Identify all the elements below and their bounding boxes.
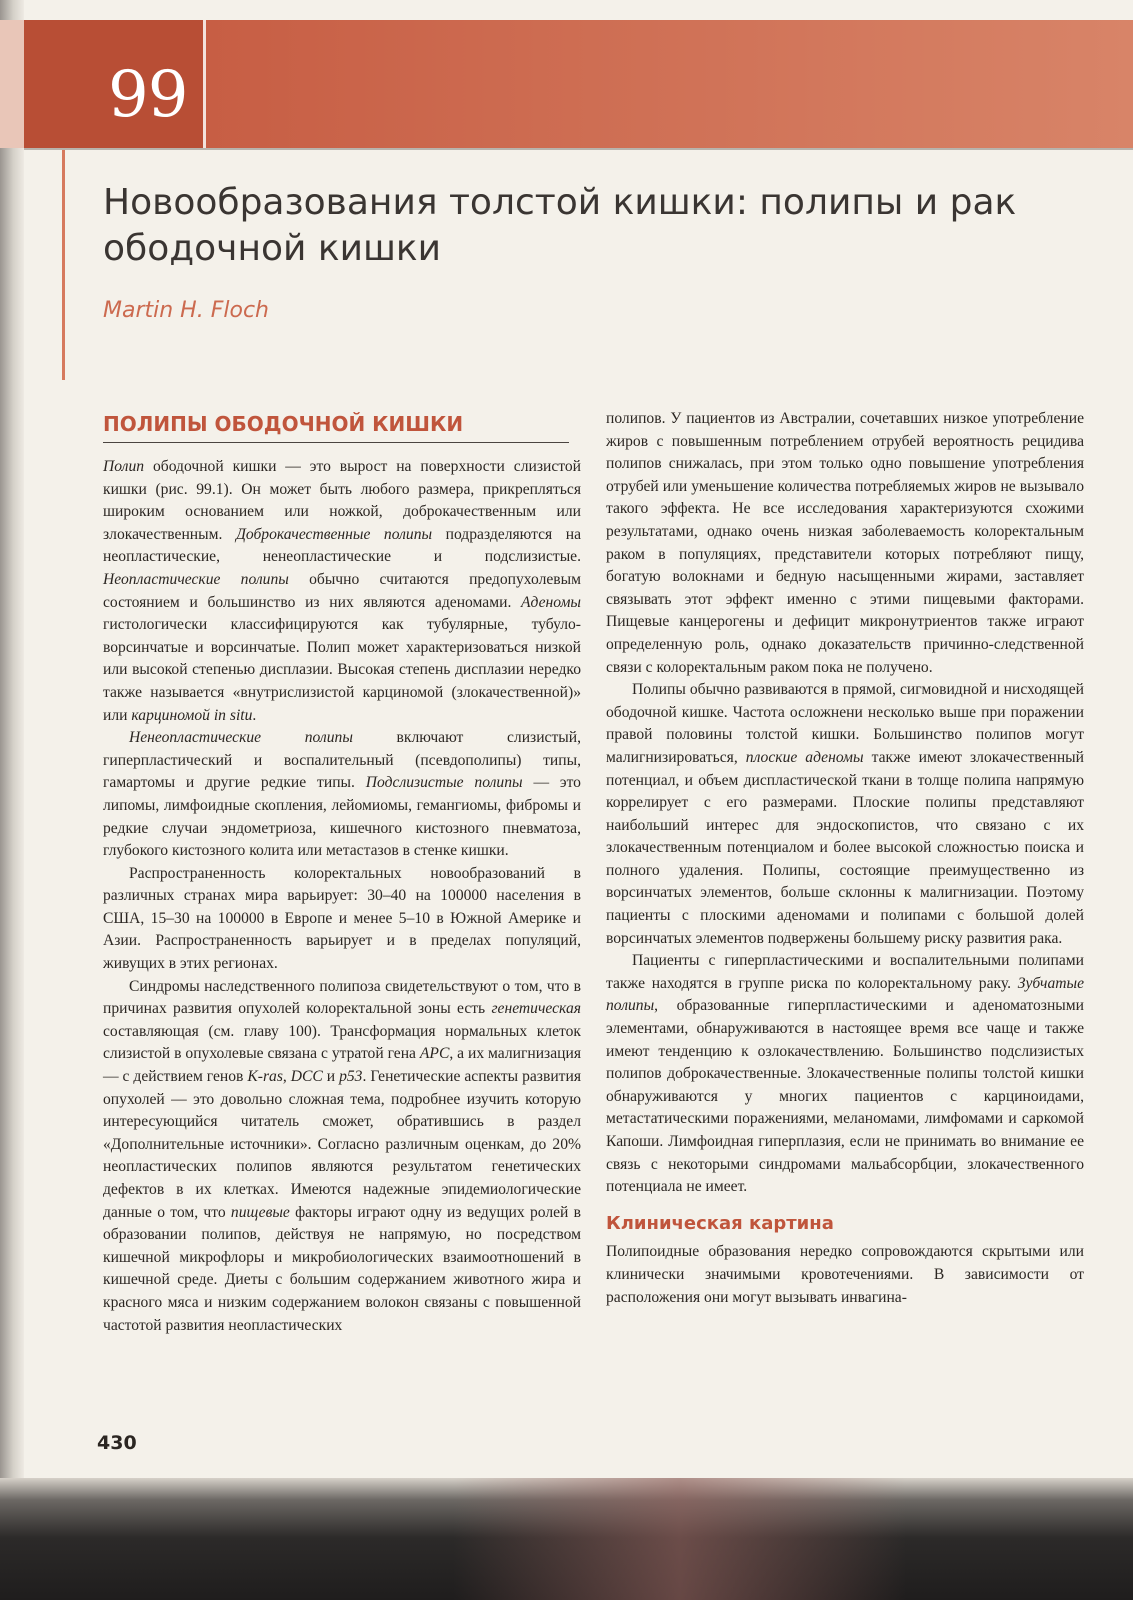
paragraph: полипов. У пациентов из Австралии, сочетавших низкое употребление жиров с повышенным потреблением отрубей вероятность рецидива полипов снижалась, при этом только одно повышение употребления отрубей или уменьшение количества потребляемых жиров не вызывало такого эффекта. Не все исследования характеризуются схожими результатами, однако очень низкая заболеваемость колоректальным раком в популяциях, представители которых потребляют пищу, богатую волокнами и бедную насыщенными жирами, заставляет связывать этот эффект именно с этими пищевыми факторами. Пищевые канцерогены и дефицит микронутриентов также играют определенную роль, однако доказательств причинно-следственной связи с колоректальным раком пока не получено. [606,410,1084,676]
chapter-author: Martin H. Floch [103,298,269,323]
paragraph: Пациенты с гиперпластическими и воспалительными полипами также находятся в группе риска по колоректальному раку. Зубчатые полипы, образованные гиперпластическими и аденоматозными элементами, обнаруживаются в настоящее время все чаще и также имеют тенденцию к озлокачествлению. Большинство подслизистых полипов доброкачественные. Злокачественные полипы толстой кишки обнаруживаются у многих пациентов с карциноидами, метастатическими поражениями, меланомами, лимфомами и саркомой Капоши. Лимфоидная гиперплазия, если не принимать во внимание ее связь с некоторыми синдромами мальабсорбции, злокачественного потенциала не имеет. [606,952,1084,1196]
column-right-paragraphs [606,408,1084,1199]
chapter-number: 99 [108,58,188,132]
chapter-title: Новообразования толстой кишки: полипы и рак ободочной кишки [103,182,1017,269]
page-gutter-shadow [0,0,24,1600]
column-right [606,408,1084,1309]
subheading-clinical: Клиническая картина [606,1212,834,1234]
paragraph-clinical: Полипоидные образования нередко сопровождаются скрытыми или клинически значимыми кровотечениями. В зависимости от расположения они могут вызывать инвагина- [606,1243,1084,1306]
column-left [103,456,581,1337]
paragraph: Ненеопластические полипы включают слизистый, гиперпластический и воспалительный (псевдополипы) типы, гамартомы и другие редкие типы. Подслизистые полипы — это липомы, лимфоидные скопления, лейомиомы, гемангиомы, фибромы и редкие случаи эндометриоза, кишечного кистозного пневматоза, глубокого кистозного колита или метастазов в стенке кишки. [103,729,581,860]
page-number: 430 [97,1432,137,1454]
paragraph: Полип ободочной кишки — это вырост на поверхности слизистой кишки (рис. 99.1). Он может быть любого размера, прикрепляться широким основанием или ножкой, доброкачественным или злокачественным. Доброкачественные полипы подразделяются на неопластические, ненеопластические и подслизистые. Неопластические полипы обычно считаются предопухолевым состоянием и большинство из них являются аденомами. Аденомы гистологически классифицируются как тубулярные, тубуло-ворсинчатые и ворсинчатые. Полип может характеризоваться низкой или высокой степенью дисплазии. Высокая степень дисплазии нередко также называется «внутрислизистой карциномой (злокачественной)» или карциномой in situ. [103,458,581,724]
paragraph: Синдромы наследственного полипоза свидетельствуют о том, что в причинах развития опухолей колоректальной зоны есть генетическая составляющая (см. главу 100). Трансформация нормальных клеток слизистой в опухолевые связана с утратой гена APC, а их малигнизация — с действием генов K-ras, DCC и p53. Генетические аспекты развития опухолей — это довольно сложная тема, подробнее изучить которую интересующийся читатель сможет, обратившись в раздел «Дополнительные источники». Согласно различным оценкам, до 20% неопластических полипов являются результатом генетических дефектов в их клетках. Имеются надежные эпидемиологические данные о том, что пищевые факторы играют одну из ведущих ролей в образовании полипов, действуя не напрямую, но посредством кишечной микрофлоры и микробиологических взаимоотношений в кишечной среде. Диеты с большим содержанием животного жира и красного мяса и низким содержанием волокон связаны с повышенной частотой развития неопластических [103,977,581,1334]
header-band-divider [203,20,206,148]
paragraph: Полипы обычно развиваются в прямой, сигмовидной и нисходящей ободочной кишке. Частота осложнени несколько выше при поражении правой половины толстой кишки. Большинство полипов могут малигнизироваться, плоские аденомы также имеют злокачественный потенциал, и объем диспластической ткани в толще полипа напрямую коррелирует с его размерами. Плоские полипы представляют наибольший интерес для эндоскопистов, что связано с их злокачественным потенциалом и более высокой сложностью поиска и полного удаления. Полипы, состоящие преимущественно из ворсинчатых элементов, больше склонны к малигнизации. Поэтому пациенты с плоскими аденомами и полипами с большой долей ворсинчатых элементов подвержены большему риску развития рака. [606,681,1084,947]
header-divider [24,148,1133,150]
scan-bottom-edge [0,1478,1133,1600]
title-side-rule [62,150,65,380]
paragraph: Распространенность колоректальных новообразований в различных странах мира варьирует: 30–40 на 100000 населения в США, 15–30 на 100000 в Европе и менее 5–10 в Южной Америке и Азии. Распространенность варьирует и в пределах популяций, живущих в этих регионах. [103,864,581,973]
section-heading: ПОЛИПЫ ОБОДОЧНОЙ КИШКИ [103,412,569,443]
